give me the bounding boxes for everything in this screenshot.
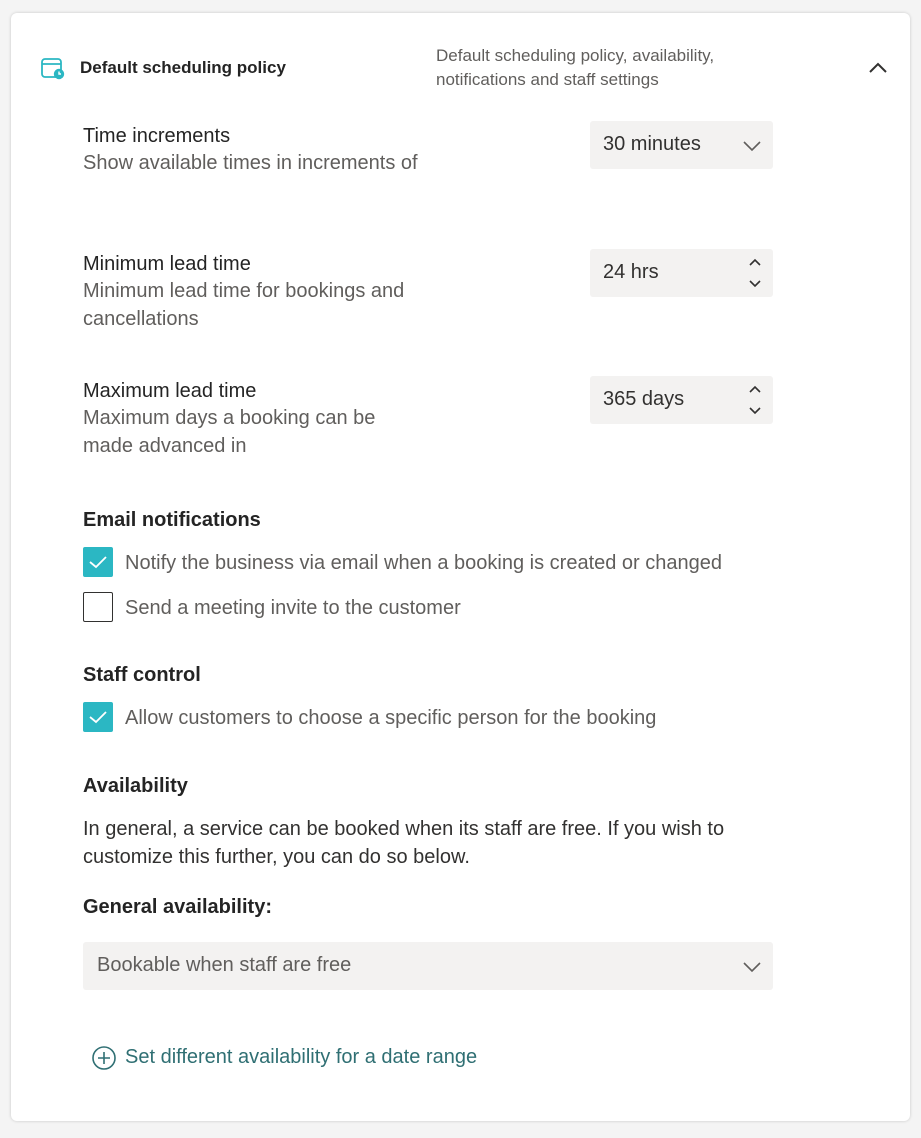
add-circle-icon — [91, 1045, 117, 1071]
chevron-up-icon[interactable] — [747, 255, 763, 269]
max-lead-time-description: Maximum days a booking can be made advanced in — [83, 407, 376, 457]
time-increments-label: Time increments — [83, 125, 231, 147]
checkmark-icon — [87, 707, 109, 727]
scheduling-policy-card — [11, 13, 910, 1121]
section-description: Default scheduling policy, availability, notifications and staff settings — [436, 46, 715, 89]
min-lead-time-label: Minimum lead time — [83, 253, 251, 275]
chevron-down-icon[interactable] — [747, 277, 763, 291]
calendar-clock-icon — [41, 56, 65, 80]
min-lead-time-description: Minimum lead time for bookings and cancellations — [83, 280, 405, 330]
notify-business-checkbox[interactable] — [83, 547, 113, 577]
chevron-up-icon[interactable] — [864, 54, 892, 82]
availability-heading: Availability — [83, 775, 188, 797]
time-increments-description: Show available times in increments of — [83, 152, 418, 174]
send-invite-checkbox[interactable] — [83, 592, 113, 622]
email-notifications-heading: Email notifications — [83, 509, 261, 531]
send-invite-label: Send a meeting invite to the customer — [125, 597, 461, 619]
staff-control-heading: Staff control — [83, 664, 201, 686]
general-availability-label: General availability: — [83, 896, 272, 918]
min-lead-time-stepper[interactable] — [590, 249, 773, 297]
section-title: Default scheduling policy — [80, 58, 286, 77]
chevron-up-icon[interactable] — [747, 382, 763, 396]
availability-description: In general, a service can be booked when its staff are free. If you wish to customize this further, you can do so below. — [83, 818, 725, 868]
time-increments-dropdown[interactable] — [590, 121, 773, 169]
general-availability-value: Bookable when staff are free — [97, 954, 352, 976]
chevron-down-icon — [741, 956, 763, 978]
max-lead-time-value: 365 days — [603, 388, 685, 410]
date-range-link-label: Set different availability for a date range — [125, 1046, 478, 1068]
notify-business-label: Notify the business via email when a booking is created or changed — [125, 552, 723, 574]
time-increments-value: 30 minutes — [603, 133, 701, 155]
choose-staff-label: Allow customers to choose a specific person for the booking — [125, 707, 657, 729]
max-lead-time-stepper[interactable] — [590, 376, 773, 424]
max-lead-time-label: Maximum lead time — [83, 380, 257, 402]
general-availability-dropdown[interactable] — [83, 942, 773, 990]
chevron-down-icon[interactable] — [747, 404, 763, 418]
checkmark-icon — [87, 552, 109, 572]
min-lead-time-value: 24 hrs — [603, 261, 659, 283]
choose-staff-checkbox[interactable] — [83, 702, 113, 732]
chevron-down-icon — [741, 135, 763, 157]
